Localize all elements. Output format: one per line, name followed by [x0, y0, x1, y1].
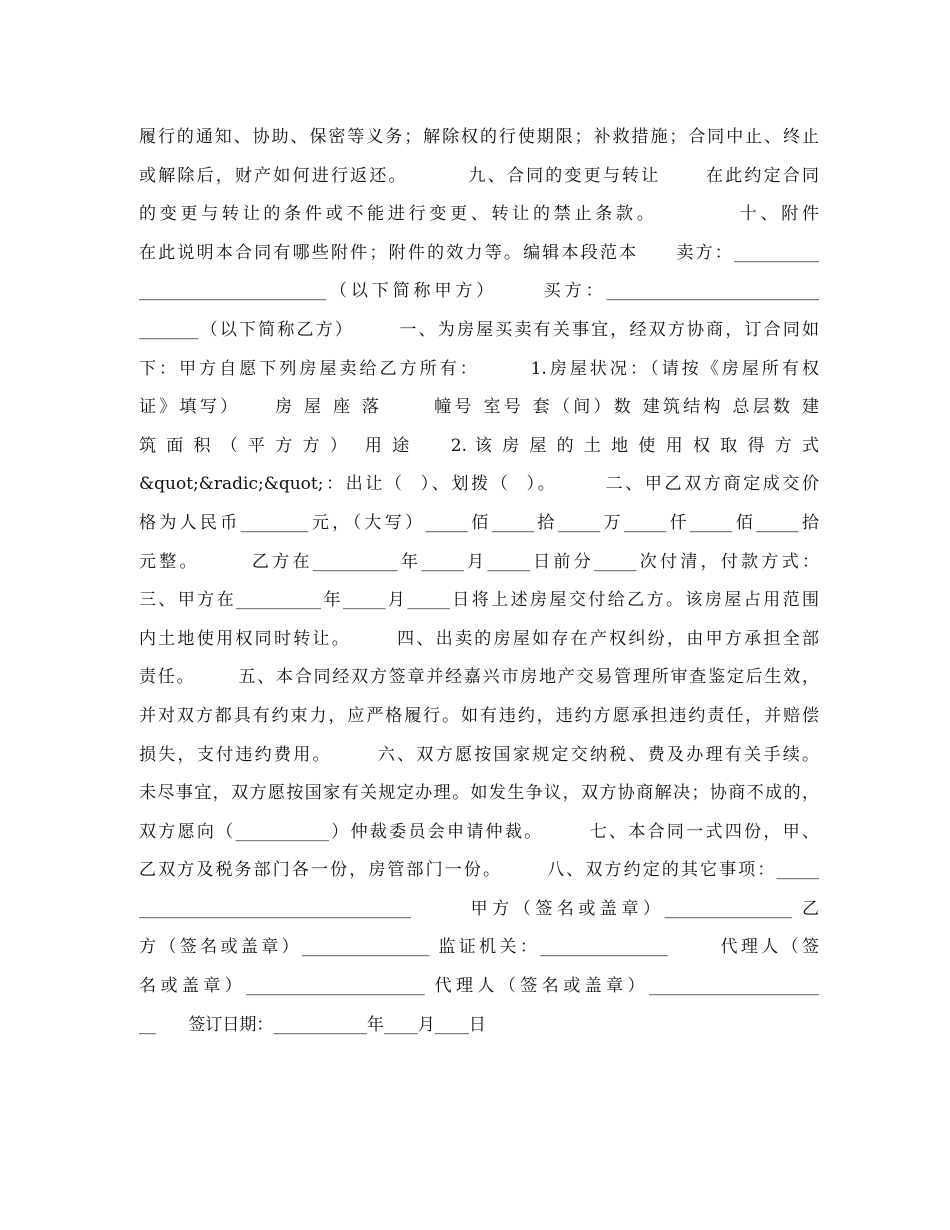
contract-body-text — [139, 118, 819, 1044]
text-line: 在此说明本合同有哪些附件；附件的效力等。编辑本段范本 卖方：__________ — [139, 242, 819, 263]
text-line: ______________________（以下简称甲方） 买方：_________________________ — [139, 281, 819, 302]
text-line: 并对双方都具有约束力，应严格履行。如有违约，违约方愿承担违约责任，并赔偿 — [139, 705, 819, 726]
text-line: 或解除后，财产如何进行返还。 九、合同的变更与转让 在此约定合同 — [139, 165, 819, 186]
text-line: 未尽事宜，双方愿按国家有关规定办理。如发生争议，双方协商解决；协商不成的， — [139, 783, 819, 804]
text-line: 乙双方及税务部门各一份，房管部门一份。 八、双方约定的其它事项：_____ — [139, 860, 819, 881]
text-line: &quot;&radic;&quot;：出让（ ）、划拨（ ）。 二、甲乙双方商定成交价 — [139, 474, 819, 495]
text-line: 损失，支付违约费用。 六、双方愿按国家规定交纳税、费及办理有关手续。 — [139, 744, 819, 765]
text-line: 履行的通知、协助、保密等义务；解除权的行使期限；补救措施；合同中止、终止 — [139, 127, 819, 147]
signing-date-line: __ 签订日期：___________年____月____日 — [139, 1014, 486, 1035]
text-line: 元整。 乙方在__________年_____月_____日前分_____次付清，付款方式： — [139, 551, 819, 572]
text-line: 下：甲方自愿下列房屋卖给乙方所有： 1.房屋状况：（请按《房屋所有权 — [139, 358, 819, 379]
text-line: ________________________________ 甲方（签名或盖章）_______________ 乙 — [139, 898, 819, 919]
text-line: _______（以下简称乙方） 一、为房屋买卖有关事宜，经双方协商，订合同如 — [139, 319, 819, 340]
text-line: 的变更与转让的条件或不能进行变更、转让的禁止条款。 十、附件 — [139, 204, 819, 225]
text-line: 方（签名或盖章）_______________ 监证机关：_______________ 代理人（签 — [139, 937, 819, 958]
text-line: 双方愿向（___________）仲裁委员会申请仲裁。 七、本合同一式四份，甲、 — [139, 821, 819, 842]
text-line: 三、甲方在__________年_____月_____日将上述房屋交付给乙方。该房屋占用范围 — [139, 590, 819, 611]
text-line: 格为人民币________元，（大写）_____佰_____拾_____万_____仟_____佰_____拾 — [139, 512, 819, 533]
text-line: 内土地使用权同时转让。 四、出卖的房屋如存在产权纠纷，由甲方承担全部 — [139, 628, 819, 649]
text-line: 筑 面 积 （ 平 方 方 ） 用 途 2. 该 房 屋 的 土 地 使 用 权 取 得 方 式 — [139, 435, 819, 456]
text-line: 名或盖章）_____________________ 代理人（签名或盖章）____________________ — [139, 976, 819, 997]
text-line: 责任。 五、本合同经双方签章并经嘉兴市房地产交易管理所审查鉴定后生效， — [139, 667, 819, 688]
text-line: 证》填写） 房 屋 座 落 幢号 室号 套（间）数 建筑结构 总层数 建 — [139, 397, 819, 418]
